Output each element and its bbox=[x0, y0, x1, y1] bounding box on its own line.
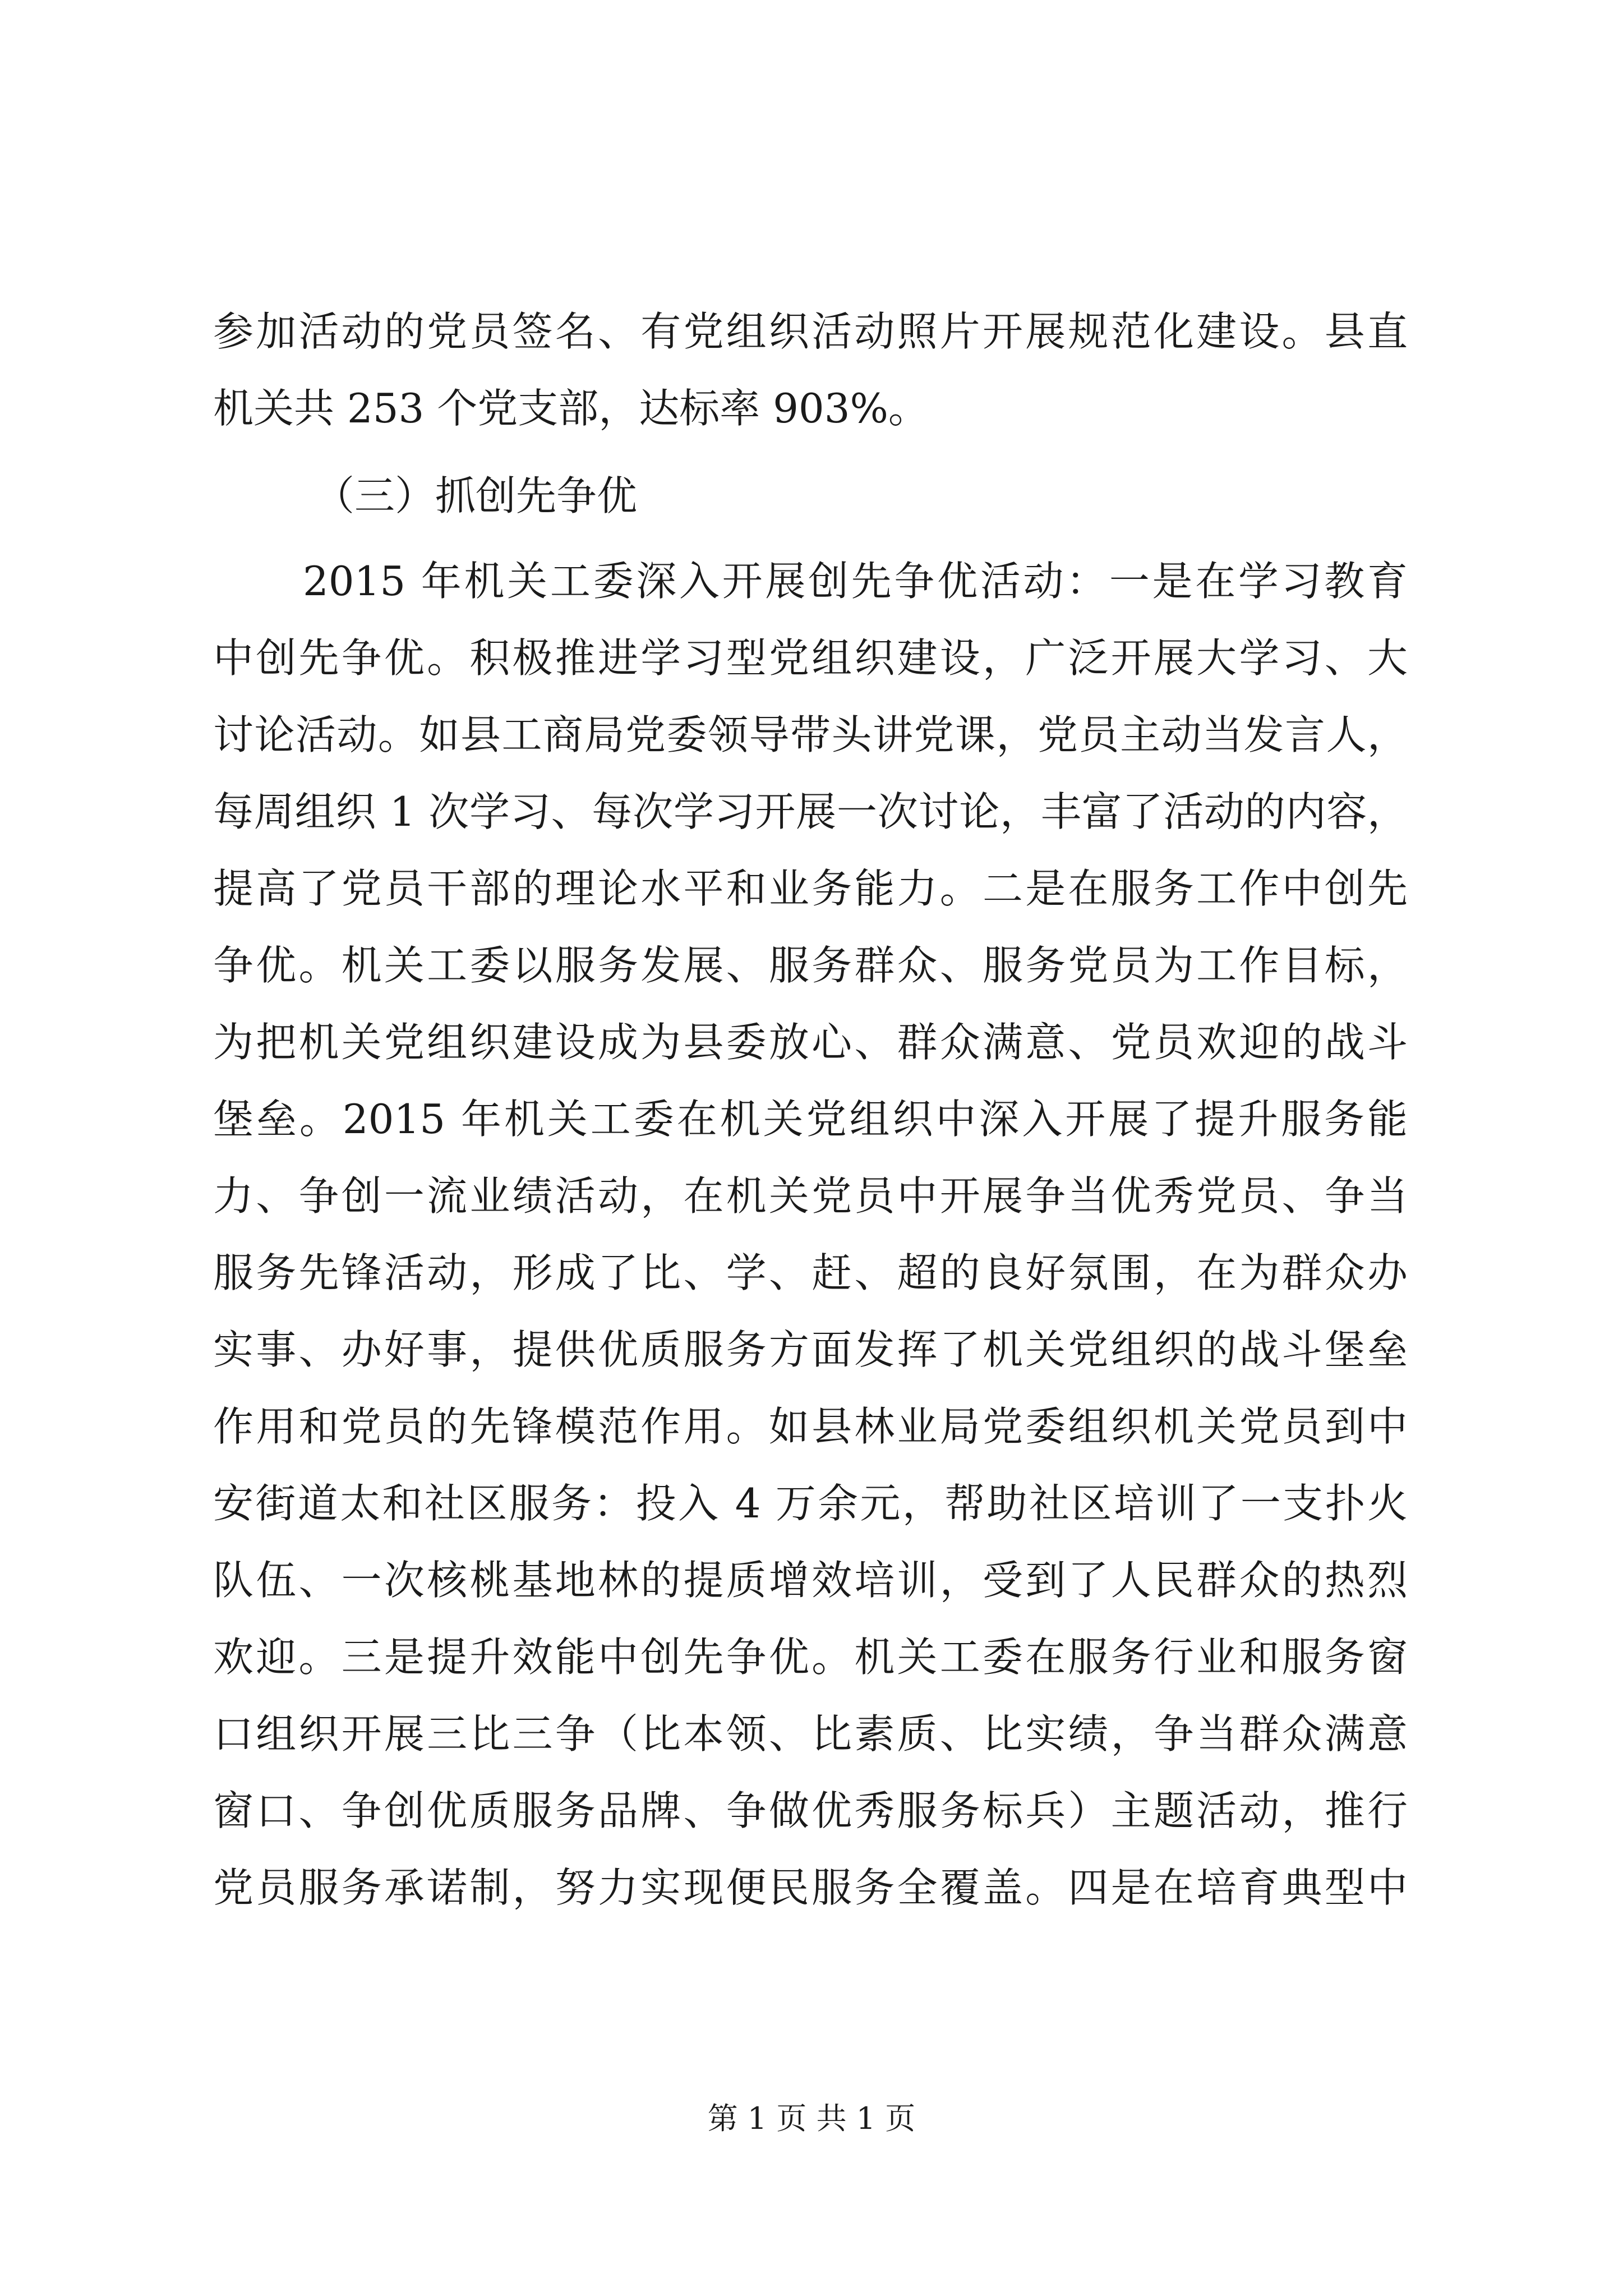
body-line: 队伍、一次核桃基地林的提质增效培训，受到了人民群众的热烈 bbox=[213, 1557, 1408, 1604]
body-line: 安街道太和社区服务：投入 4 万余元，帮助社区培训了一支扑火 bbox=[213, 1480, 1408, 1527]
body-line: 参加活动的党员签名、有党组织活动照片开展规范化建设。县直 bbox=[213, 308, 1408, 355]
body-line: 争优。机关工委以服务发展、服务群众、服务党员为工作目标， bbox=[213, 942, 1408, 989]
body-line: 中创先争优。积极推进学习型党组织建设，广泛开展大学习、大 bbox=[213, 634, 1408, 682]
body-line: 2015 年机关工委深入开展创先争优活动：一是在学习教育 bbox=[303, 558, 1408, 605]
body-line: 窗口、争创优质服务品牌、争做优秀服务标兵）主题活动，推行 bbox=[213, 1787, 1408, 1834]
body-line: 欢迎。三是提升效能中创先争优。机关工委在服务行业和服务窗 bbox=[213, 1634, 1408, 1681]
body-line: 讨论活动。如县工商局党委领导带头讲党课，党员主动当发言人， bbox=[213, 711, 1408, 758]
body-line: 机关共 253 个党支部，达标率 903%。 bbox=[213, 385, 929, 432]
page-footer: 第 1 页 共 1 页 bbox=[707, 2101, 916, 2136]
body-line: 口组织开展三比三争（比本领、比素质、比实绩，争当群众满意 bbox=[213, 1710, 1408, 1757]
body-line: 每周组织 1 次学习、每次学习开展一次讨论，丰富了活动的内容， bbox=[213, 788, 1408, 835]
body-line: 党员服务承诺制，努力实现便民服务全覆盖。四是在培育典型中 bbox=[213, 1864, 1408, 1911]
body-line: 力、争创一流业绩活动，在机关党员中开展争当优秀党员、争当 bbox=[213, 1172, 1408, 1220]
body-line: 为把机关党组织建设成为县委放心、群众满意、党员欢迎的战斗 bbox=[213, 1019, 1408, 1066]
body-line: 作用和党员的先锋模范作用。如县林业局党委组织机关党员到中 bbox=[213, 1403, 1408, 1450]
section-heading: （三）抓创先争优 bbox=[314, 472, 638, 519]
body-line: 实事、办好事，提供优质服务方面发挥了机关党组织的战斗堡垒 bbox=[213, 1326, 1408, 1373]
body-line: 提高了党员干部的理论水平和业务能力。二是在服务工作中创先 bbox=[213, 865, 1408, 912]
body-line: 服务先锋活动，形成了比、学、赶、超的良好氛围，在为群众办 bbox=[213, 1249, 1408, 1296]
body-line: 堡垒。2015 年机关工委在机关党组织中深入开展了提升服务能 bbox=[213, 1096, 1408, 1143]
